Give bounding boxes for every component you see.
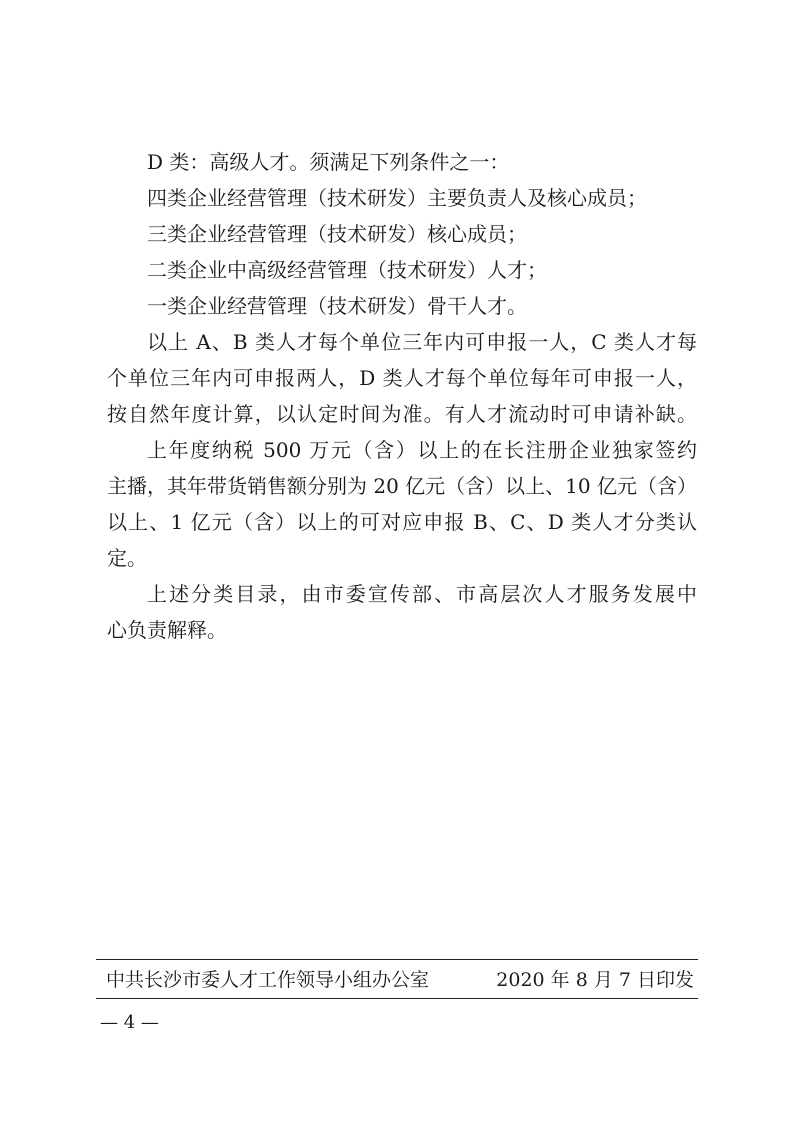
footer-row xyxy=(106,967,694,993)
paragraph-line: 定。 xyxy=(107,546,147,570)
footer-top-rule xyxy=(96,959,698,960)
footer-issuer: 中共长沙市委人才工作领导小组办公室 xyxy=(106,969,430,991)
paragraph-line: D 类：高级人才。须满足下列条件之一： xyxy=(147,150,510,174)
paragraph-line: 个单位三年内可申报两人，D 类人才每个单位每年可申报一人， xyxy=(107,366,697,390)
paragraph-line: 心负责解释。 xyxy=(107,618,227,642)
paragraph-line: 以上 A、B 类人才每个单位三年内可申报一人，C 类人才每 xyxy=(147,330,697,354)
paragraph-line: 二类企业中高级经营管理（技术研发）人才； xyxy=(147,258,547,282)
paragraph-line: 上年度纳税 500 万元（含）以上的在长注册企业独家签约 xyxy=(147,438,697,462)
page-number: — 4 — xyxy=(100,1012,159,1033)
document-body xyxy=(107,144,697,648)
paragraph-line: 一类企业经营管理（技术研发）骨干人才。 xyxy=(147,294,527,318)
paragraph-line: 三类企业经营管理（技术研发）核心成员； xyxy=(147,222,527,246)
paragraph-line: 主播，其年带货销售额分别为 20 亿元（含）以上、10 亿元（含） xyxy=(107,474,697,498)
footer-bottom-rule xyxy=(96,998,698,999)
paragraph-line: 以上、1 亿元（含）以上的可对应申报 B、C、D 类人才分类认 xyxy=(107,510,697,534)
paragraph-line: 四类企业经营管理（技术研发）主要负责人及核心成员； xyxy=(147,186,647,210)
footer-issue-date: 2020 年 8 月 7 日印发 xyxy=(496,969,694,991)
paragraph-line: 上述分类目录，由市委宣传部、市高层次人才服务发展中 xyxy=(147,582,697,606)
paragraph-line: 按自然年度计算，以认定时间为准。有人才流动时可申请补缺。 xyxy=(107,402,697,426)
